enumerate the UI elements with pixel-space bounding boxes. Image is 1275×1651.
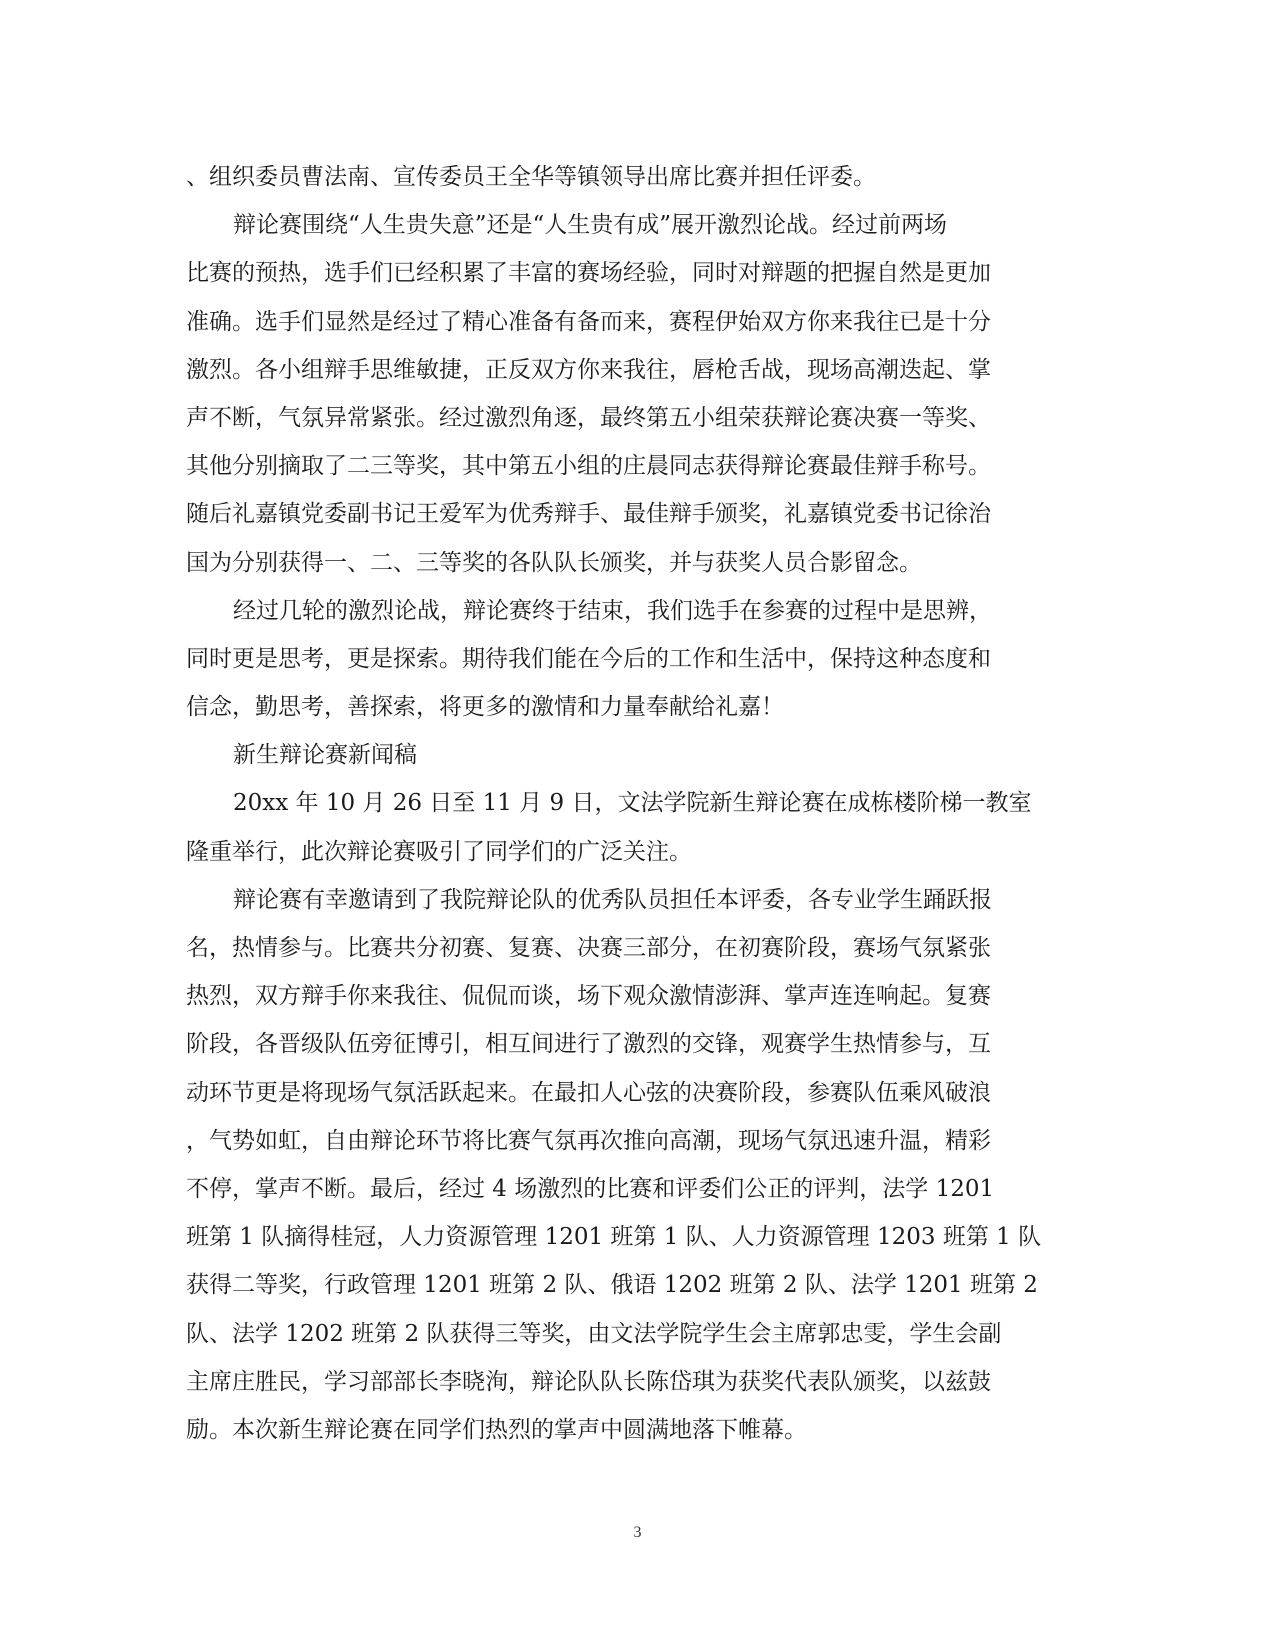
text-line: ，气势如虹，自由辩论环节将比赛气氛再次推向高潮，现场气氛迅速升温，精彩 bbox=[186, 1127, 991, 1154]
paragraph bbox=[186, 587, 1096, 732]
paragraph bbox=[186, 779, 1096, 875]
text-line: 不停，掌声不断。最后，经过 4 场激烈的比赛和评委们公正的评判，法学 1201 bbox=[186, 1175, 995, 1202]
text-line: 其他分别摘取了二三等奖，其中第五小组的庄晨同志获得辩论赛最佳辩手称号。 bbox=[186, 453, 991, 480]
text-line: 随后礼嘉镇党委副书记王爱军为优秀辩手、最佳辩手颁奖，礼嘉镇党委书记徐治 bbox=[186, 501, 991, 528]
text-line: 队、法学 1202 班第 2 队获得三等奖，由文法学院学生会主席郭忠雯，学生会副 bbox=[186, 1320, 1002, 1347]
document-body bbox=[186, 153, 1096, 1454]
text-line: 励。本次新生辩论赛在同学们热烈的掌声中圆满地落下帷幕。 bbox=[186, 1416, 807, 1443]
text-line: 辩论赛有幸邀请到了我院辩论队的优秀队员担任本评委，各专业学生踊跃报 bbox=[233, 886, 992, 913]
text-line: 、组织委员曹法南、宣传委员王全华等镇领导出席比赛并担任评委。 bbox=[186, 164, 876, 190]
page-number: 3 bbox=[633, 1524, 642, 1541]
text-line: 阶段，各晋级队伍旁征博引，相互间进行了激烈的交锋，观赛学生热情参与，互 bbox=[186, 1031, 991, 1058]
text-line: 同时更是思考，更是探索。期待我们能在今后的工作和生活中，保持这种态度和 bbox=[186, 645, 991, 672]
text-line: 准确。选手们显然是经过了精心准备有备而来，赛程伊始双方你来我往已是十分 bbox=[186, 308, 991, 335]
text-line: 声不断，气氛异常紧张。经过激烈角逐，最终第五小组荣获辩论赛决赛一等奖、 bbox=[186, 404, 991, 431]
paragraph bbox=[186, 201, 1096, 587]
paragraph bbox=[186, 153, 1096, 201]
paragraph bbox=[186, 876, 1096, 1454]
text-line: 20xx 年 10 月 26 日至 11 月 9 日，文法学院新生辩论赛在成栋楼阶梯一教室 bbox=[233, 790, 1032, 817]
text-line: 激烈。各小组辩手思维敏捷，正反双方你来我往，唇枪舌战，现场高潮迭起、掌 bbox=[186, 356, 991, 383]
text-line: 比赛的预热，选手们已经积累了丰富的赛场经验，同时对辩题的把握自然是更加 bbox=[186, 260, 991, 287]
text-line: 信念，勤思考，善探索，将更多的激情和力量奉献给礼嘉！ bbox=[186, 694, 784, 721]
text-line: 国为分别获得一、二、三等奖的各队队长颁奖，并与获奖人员合影留念。 bbox=[186, 549, 922, 576]
text-line: 主席庄胜民，学习部部长李晓洵，辩论队队长陈岱琪为获奖代表队颁奖，以兹鼓 bbox=[186, 1368, 991, 1395]
text-line: 新生辩论赛新闻稿 bbox=[233, 742, 417, 769]
text-line: 班第 1 队摘得桂冠，人力资源管理 1201 班第 1 队、人力资源管理 1203 班第 1 队 bbox=[186, 1224, 1042, 1251]
text-line: 热烈，双方辩手你来我往、侃侃而谈，场下观众激情澎湃、掌声连连响起。复赛 bbox=[186, 983, 991, 1010]
text-line: 动环节更是将现场气氛活跃起来。在最扣人心弦的决赛阶段，参赛队伍乘风破浪 bbox=[186, 1079, 991, 1106]
paragraph bbox=[186, 731, 1096, 779]
text-line: 辩论赛围绕“人生贵失意”还是“人生贵有成”展开激烈论战。经过前两场 bbox=[233, 212, 948, 239]
text-line: 名，热情参与。比赛共分初赛、复赛、决赛三部分，在初赛阶段，赛场气氛紧张 bbox=[186, 935, 991, 961]
text-line: 隆重举行，此次辩论赛吸引了同学们的广泛关注。 bbox=[186, 838, 692, 865]
text-line: 获得二等奖，行政管理 1201 班第 2 队、俄语 1202 班第 2 队、法学 1201 班第 2 bbox=[186, 1272, 1038, 1299]
text-line: 经过几轮的激烈论战，辩论赛终于结束，我们选手在参赛的过程中是思辨， bbox=[233, 597, 992, 624]
